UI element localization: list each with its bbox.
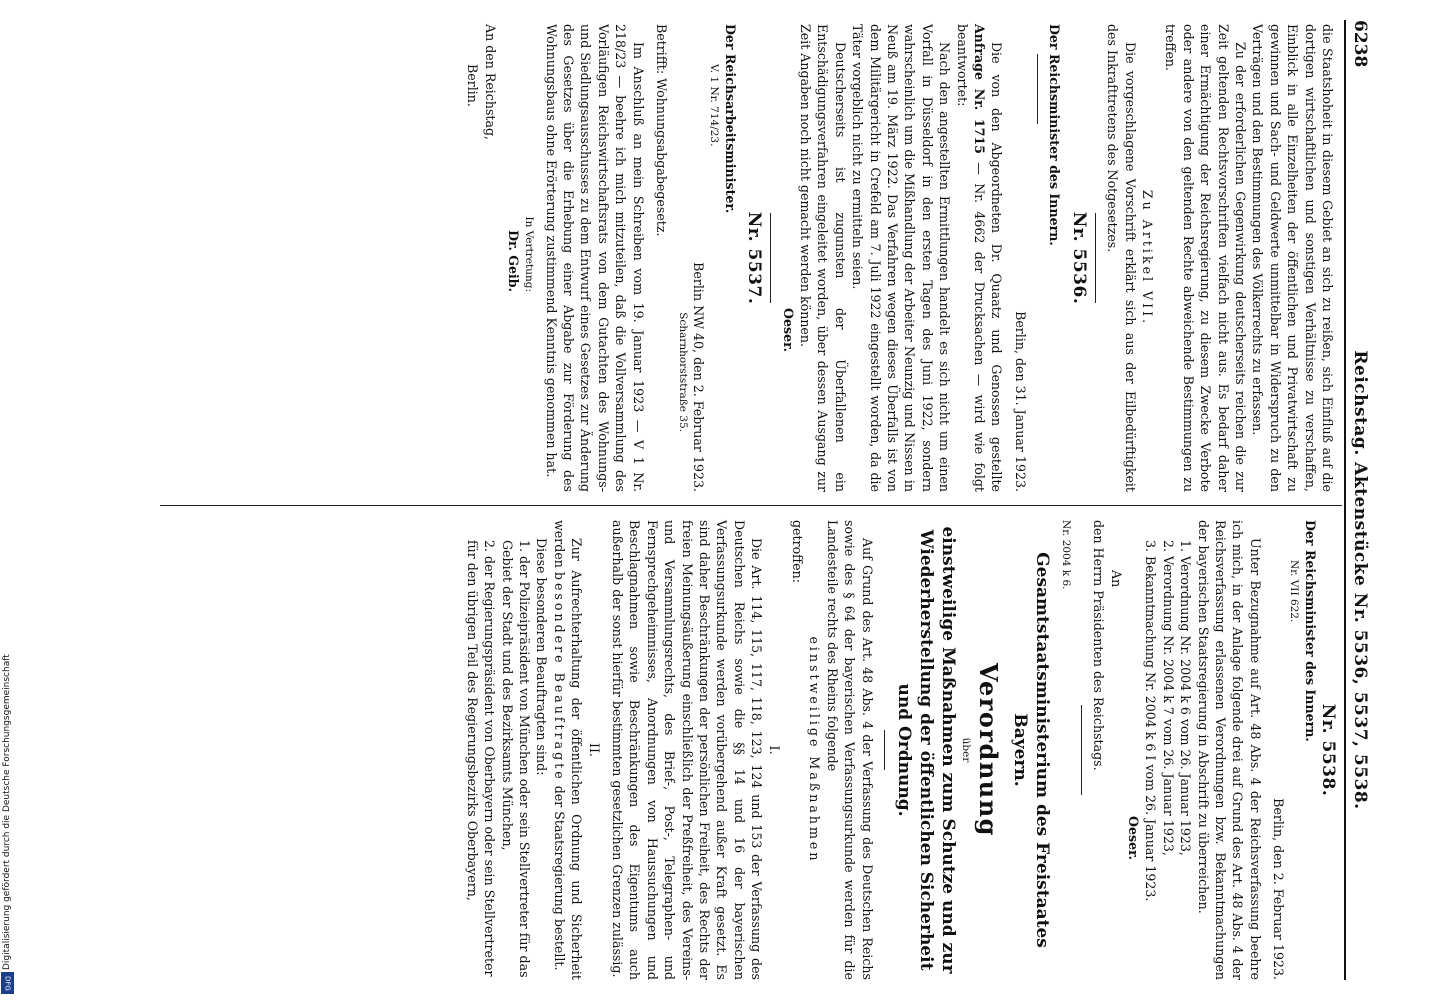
decree-heading: Verordnung <box>973 663 1003 837</box>
address-line: Scharnhorststraße 35. <box>677 312 689 432</box>
list-item: 1. der Polizeipräsident von München oder sein Stellvertreter für das Gebiet der Stadt und des Bezirksamts München, <box>499 540 532 978</box>
continuation-paragraph: die Staatshoheit in diesem Gebiet an sich zu reißen, sich Einfluß auf die dortigen wirtschaftlichen und sonstigen Verhältnisse zu verschaffen, Einblick in alle Einzelheiten der öffentlichen und Privatwirtschaft zu gewinnen und Sach- und Geldwerte unmittelbar in Widerspruch zu den Verträgen und den Bestimmungen des Völkerrechts zu erfassen. <box>1250 24 1335 492</box>
paragraph: Diese besonderen Beauftragten sind: <box>534 538 550 776</box>
enclosure-list <box>1142 520 1194 980</box>
paragraph: Auf Grund des Art. 48 Abs. 4 der Verfassung des Deutschen Reichs sowie des § 64 der bayerischen Verfassungsurkunde werden für die Landesteile rechts des Rheins folgende <box>824 520 875 980</box>
digitization-footer <box>0 600 16 996</box>
scanned-page <box>10 0 1390 1000</box>
paragraph: Deutscherseits ist zugunsten der Überfallenen ein Entschädigungsverfahren eingeleitet worden, über dessen Ausgang zur Zeit Angaben noch nicht gemacht werden können. <box>798 24 848 492</box>
paragraph: der Staatsregierung bestellt. <box>551 785 567 971</box>
document-number: Nr. 5536. <box>1068 211 1089 305</box>
column-divider <box>160 505 1342 506</box>
section-number: II. <box>586 743 602 757</box>
addressee-city: Berlin. <box>465 64 481 107</box>
page-header <box>1344 20 1372 980</box>
page-number: 6238 <box>1350 20 1370 68</box>
addressee: den Herrn Präsidenten des Reichstags. <box>1091 520 1107 771</box>
addressee: An <box>1108 570 1124 588</box>
list-item: 2. der Regierungspräsident von Oberbayern oder sein Stellvertreter für den übrigen Teil des Regierungsbezirks Oberbayern, <box>464 540 498 977</box>
signature: Oeser. <box>1125 816 1141 860</box>
dfg-logo-icon: DFG <box>1 972 14 994</box>
separator-rule <box>1095 213 1096 303</box>
list-item: 1. Verordnung Nr. 2004 k 6 vom 26. Januar 1923, <box>1178 540 1194 856</box>
section-number: I. <box>766 745 782 755</box>
separator-rule <box>1081 705 1082 795</box>
separator-rule <box>770 213 771 303</box>
paragraph: Die von den Abgeordneten Dr. Quaatz und Genossen gestellte <box>989 42 1005 492</box>
spaced-phrase: besondere Beauftragte <box>551 571 567 782</box>
paragraph: Zu der erforderlichen Gegenwirkung deutscherseits reichen die zur Zeit geltenden Rechtsvorschriften vielfach nicht aus. Es bedarf daher einer Ermächtigung der Reichsregierung, zu diesem Zwecke Verbote oder andere von den geltenden Rechte abweichende Bestimmungen zu treffen. <box>1163 24 1248 492</box>
sender: Der Reichsminister des Innern. <box>1302 520 1318 742</box>
paragraph: Nach den angestellten Ermittlungen handelt es sich nicht um einen Vorfall in Düsseldorf in den ersten Tagen des Juni 1922, sondern wahrscheinlich um die Mißhandlung der Arbeiter Neunzig und Nissen in Neuß am 19. März 1922. Das Verfahren wegen dieses Überfalls ist von dem Militärgericht in Crefeld am 7. Juli 1922 eingestellt worden, da die Täter vorgeblich nicht zu ermitteln seien. <box>850 24 953 492</box>
page-title: Reichstag. Aktenstücke Nr. 5536, 5537, 5538. <box>1350 350 1370 810</box>
paragraph: Die Art. 114, 115, 117, 118, 123, 124 und 153 der Verfassung des Deutschen Reichs sowie die §§ 14 und 16 der bayerischen Verfassungsurkunde werden vorübergehend außer Kraft gesetzt. Es sind daher Beschränkungen der persönlichen Freiheit, des Rechts der freien Meinungsäußerung einschließlich der Preßfreiheit, des Vereins- und Versammlungsrechts, des Brief-, Post-, Telegraphen- und Fernsprechgeheimnisses, Anordnungen von Haussuchungen und Beschlagnahmen sowie Beschränkungen des Eigentums auch außerhalb der sonst hierfür bestimmten gesetzlichen Grenzen zulässig. <box>610 520 765 980</box>
separator-rule <box>884 730 885 770</box>
list-item: 3. Bekanntmachung Nr. 2004 k 6 I vom 26. Januar 1923. <box>1143 540 1159 902</box>
paragraph: getroffen: <box>790 520 806 583</box>
deputy-line: In Vertretung: <box>523 216 536 292</box>
spaced-phrase: einstweilige Maßnahmen <box>807 636 823 864</box>
list-item: 2. Verordnung Nr. 2004 k 7 vom 26. Januar 1923, <box>1160 540 1176 856</box>
paragraph: Die vorgeschlagene Vorschrift erklärt sich aus der Eilbedürftigkeit des Inkrafttretens des Notgesetzes. <box>1105 24 1138 492</box>
reference-number: Nr. 2004 k 6. <box>1059 520 1072 590</box>
date-line: Berlin, den 2. Februar 1923. <box>1271 798 1287 980</box>
inquiry-number: Anfrage Nr. 1715 <box>972 24 988 154</box>
paragraph: Unter Bezugnahme auf Art. 48 Abs. 4 der Reichsverfassung beehre ich mich, in der Anlage folgende drei auf Grund des Art. 48 Abs. 4 der Reichsverfassung erlassenen Verordnungen bzw. Bekanntmachungen der bayerischen Staatsregierung in Abschrift zu überreichen. <box>1195 520 1263 980</box>
funding-note: Digitalisierung gefördert durch die Deutsche Forschungsgemeinschaft <box>2 654 12 970</box>
reference-number: Nr. VII 622. <box>1288 560 1301 623</box>
document-number: Nr. 5538. <box>1318 703 1338 797</box>
separator-rule <box>1037 54 1038 124</box>
left-column <box>464 24 1336 492</box>
paragraph: Im Anschluß an mein Schreiben vom 19. Januar 1923 — V 1 Nr. 218/23 — beehre ich mich mitzuteilen, daß die Vollversammlung des Vorläufigen Reichswirtschaftsrats von dem Gutachten des Wohnungs- und Siedlungsausschusses zu dem Entwurf eines Gesetzes zur Änderung des Gesetzes über die Erhebung einer Abgabe zur Förderung des Wohnungsbaus ohne Erörterung zustimmend Kenntnis genommen hat. <box>543 24 646 492</box>
subject-line: Betrifft: Wohnungsabgabegesetz. <box>654 24 669 237</box>
decree-subject: einstweilige Maßnahmen zum Schutze und zur Wiederherstellung der öffentlichen Sicherheit und Ordnung. <box>893 526 958 974</box>
appointee-list <box>463 520 533 980</box>
ministry-heading: Gesamtstaatsministerium des Freistaates Bayern. <box>1009 552 1052 948</box>
addressee: An den Reichstag, <box>482 24 498 141</box>
paragraph: — Nr. 4662 der Drucksachen — wird wie folgt beantwortet: <box>954 24 988 492</box>
right-column <box>463 520 1336 980</box>
signature: Dr. Geib. <box>506 230 522 292</box>
date-line: Berlin, den 31. Januar 1923. <box>1012 311 1028 492</box>
document-number: Nr. 5537. <box>744 211 765 305</box>
section-heading: Zu Artikel VII. <box>1139 189 1155 327</box>
sender: Der Reichsminister des Innern. <box>1047 24 1063 246</box>
sender: Der Reichsarbeitsminister. <box>722 24 738 214</box>
paragraph: Zur Aufrechterhaltung der öffentlichen Ordnung und Sicherheit werden <box>551 520 585 980</box>
reference-number: V. 1 Nr. 714/23. <box>708 64 721 147</box>
decree-preposition: über <box>959 737 972 763</box>
signature: Oeser. <box>780 308 796 352</box>
date-line: Berlin NW 40, den 2. Februar 1923. <box>691 262 707 492</box>
